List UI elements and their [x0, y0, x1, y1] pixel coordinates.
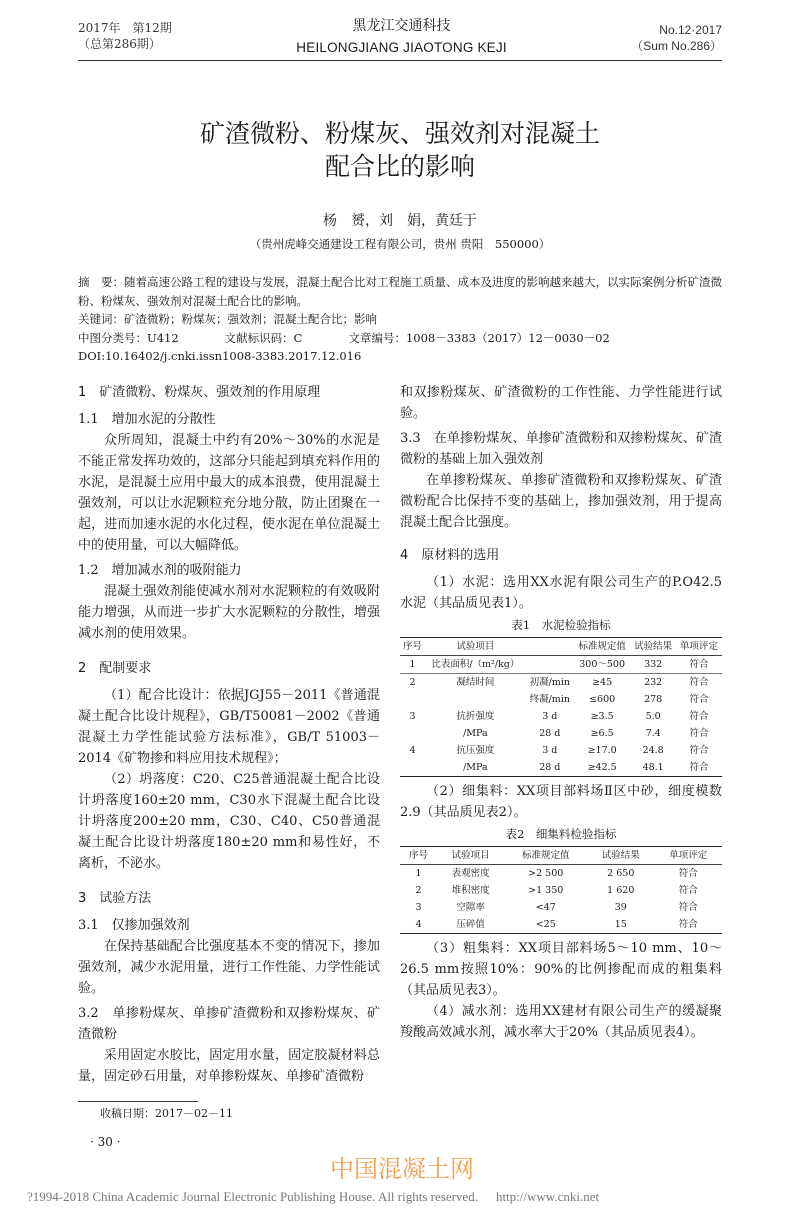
issue-number: No.12·2017 （Sum No.286） [631, 23, 722, 53]
table-cell: 符合 [689, 710, 709, 722]
paragraph: （2）坍落度：C20、C25普通混凝土配合比设计坍落度160±20 mm，C30水下混凝土配合比设计坍落度200±20 mm，C30、C40、C50普通混凝土配合比设计坍落度180±20 mm和易性好，不离析，不泌水。 [78, 771, 380, 871]
table-cell: 28 d [539, 727, 561, 739]
table-cell: /MPa [463, 761, 488, 773]
table-header-cell: 试验项目 [451, 849, 490, 861]
table-cell: 3 [409, 710, 416, 722]
right-column [400, 372, 722, 1043]
section-heading: 2 配制要求 [78, 660, 152, 676]
table-cell [400, 725, 425, 742]
table-cell: ≥42.5 [587, 761, 617, 773]
table-cell: 符合 [678, 901, 698, 913]
table-cell: ≥17.0 [587, 744, 617, 756]
authors: 杨 赟，刘 娟，黄廷于 [323, 213, 477, 229]
table-header-cell: 标准规定值 [578, 640, 626, 652]
table-cell [400, 691, 425, 708]
table-header-cell: 单项评定 [680, 640, 719, 652]
table-cell: 抗折强度 [456, 710, 495, 722]
subsection-heading: 3.3 在单掺粉煤灰、单掺矿渣微粉和双掺粉煤灰、矿渣微粉的基础上加入强效剂 [400, 430, 722, 467]
header-divider [78, 60, 722, 61]
table-cell [425, 691, 525, 708]
table-row [400, 725, 722, 742]
table-cell: 39 [614, 901, 627, 913]
abstract-block [78, 273, 722, 366]
table-row [400, 899, 722, 916]
subsection-heading: 1.1 增加水泥的分散性 [78, 411, 216, 427]
table-header-cell: 标准规定值 [521, 849, 570, 861]
table-header-cell: 序号 [408, 849, 428, 861]
table-row [400, 708, 722, 725]
table-cell: 3 d [542, 710, 558, 722]
table-cell: 初凝/min [526, 673, 574, 691]
table-cell: 1 [415, 867, 422, 879]
subsection-heading: 3.2 单掺粉煤灰、单掺矿渣微粉和双掺粉煤灰、矿渣微粉 [78, 1005, 380, 1042]
table-cell: 48.1 [642, 761, 664, 773]
table-header-row [400, 846, 722, 864]
table-cell: 278 [644, 693, 663, 705]
table-row [400, 916, 722, 934]
table-cell: 24.8 [642, 744, 664, 756]
table-cell: <25 [535, 918, 556, 930]
table-header-cell: 试验结果 [601, 849, 640, 861]
table-2-fine-aggregate [400, 846, 722, 934]
paragraph: 采用固定水胶比，固定用水量，固定胶凝材料总量，固定砂石用量，对单掺粉煤灰、单掺矿渣微粉 [78, 1047, 380, 1084]
table-cell: 符合 [676, 673, 722, 691]
table-cell: 1 620 [607, 884, 635, 896]
table-cell: 符合 [689, 744, 709, 756]
paragraph: 和双掺粉煤灰、矿渣微粉的工作性能、力学性能进行试验。 [400, 384, 722, 421]
table-cell: 3 [415, 901, 422, 913]
paragraph: （1）水泥：选用XX水泥有限公司生产的P.O42.5水泥（其品质见表1）。 [400, 574, 722, 611]
section-heading: 4 原材料的选用 [400, 547, 500, 563]
table-cell: 符合 [678, 918, 698, 930]
table-cell: 堆积密度 [451, 884, 490, 896]
table-cell: 符合 [689, 727, 709, 739]
table-cell: 比表面积/（m²/kg） [431, 658, 520, 670]
journal-name: 黑龙江交通科技 HEILONGJIANG JIAOTONG KEJI [296, 18, 507, 55]
body-columns [78, 372, 722, 1087]
table-cell: 28 d [539, 761, 561, 773]
table-row [400, 742, 722, 759]
table-header-row [400, 637, 722, 655]
paper-title: 矿渣微粉、粉煤灰、强效剂对混凝土 配合比的影响 [199, 119, 600, 181]
affiliation: （贵州虎峰交通建设工程有限公司，贵州 贵阳 550000） [249, 237, 551, 251]
footnote-divider [78, 1101, 198, 1102]
table-cell: ≥3.5 [590, 710, 614, 722]
table-cell: 凝结时间 [425, 673, 525, 691]
table-cell: /MPa [463, 727, 488, 739]
page-number: · 30 · [90, 1134, 121, 1149]
abstract-text: 摘 要：随着高速公路工程的建设与发展，混凝土配合比对工程施工质量、成本及进度的影响越来越大，以实际案例分析矿渣微粉、粉煤灰、强效剂对混凝土配合比的影响。 [78, 275, 722, 308]
paragraph: （3）粗集料：XX项目部料场5～10 mm、10～26.5 mm按照10%：90%的比例掺配而成的粗集料（其品质见表3）。 [400, 940, 722, 998]
section-heading: 1 矿渣微粉、粉煤灰、强效剂的作用原理 [78, 384, 321, 400]
table-header-cell: 试验项目 [456, 640, 495, 652]
table-cell: 空隙率 [456, 901, 485, 913]
table-cell [400, 759, 425, 777]
table-row [400, 655, 722, 673]
section-heading: 3 试验方法 [78, 890, 152, 906]
paragraph: 众所周知，混凝土中约有20%～30%的水泥是不能正常发挥功效的，这部分只能起到填充料作用的水泥，是混凝土应用中最大的成本浪费，使用混凝土强效剂，可以让水泥颗粒充分地分散，防止团聚在一起，进而加速水泥的水化过程，使水泥在单位混凝土中的使用量，可以大幅降低。 [78, 432, 380, 553]
table-cell: 332 [644, 658, 663, 670]
table-row [400, 864, 722, 882]
keywords: 关键词：矿渣微粉；粉煤灰；强效剂；混凝土配合比；影响 [78, 312, 377, 326]
table-cell: 15 [614, 918, 627, 930]
table-cell: 抗压强度 [456, 744, 495, 756]
received-date: 收稿日期：2017－02－11 [100, 1106, 233, 1120]
table-header-cell [526, 637, 574, 655]
paragraph: （2）细集料：XX项目部料场Ⅱ区中砂，细度模数2.9（其品质见表2）。 [400, 783, 722, 820]
table-cell: 3 d [542, 744, 558, 756]
table-header-cell: 试验结果 [634, 640, 673, 652]
table-cell [526, 655, 574, 673]
table-2-caption: 表2 细集料检验指标 [505, 826, 617, 841]
table-cell: ≤600 [589, 693, 616, 705]
left-column [78, 372, 380, 1087]
table-cell: ≥45 [574, 673, 630, 691]
table-cell: >1 350 [528, 884, 564, 896]
table-cell: 终凝/min [529, 693, 570, 705]
table-cell: >2 500 [528, 867, 564, 879]
table-header-cell: 序号 [403, 640, 423, 652]
paragraph: 在保持基础配合比强度基本不变的情况下，掺加强效剂，减少水泥用量，进行工作性能、力学性能试验。 [78, 938, 380, 996]
cnki-link[interactable]: http://www.cnki.net [495, 1188, 600, 1204]
table-cell: 符合 [678, 884, 698, 896]
table-cell: 7.4 [645, 727, 661, 739]
page-footer [27, 1101, 722, 1206]
table-row [400, 673, 722, 691]
watermark: 中国混凝土网 [330, 1154, 474, 1183]
copyright-line: ?1994-2018 China Academic Journal Electronic Publishing House. All rights reserved. http://www.cnki.net [27, 1188, 600, 1204]
subsection-heading: 1.2 增加减水剂的吸附能力 [78, 562, 242, 578]
table-row [400, 759, 722, 777]
table-row [400, 691, 722, 708]
paragraph: （1）配合比设计：依据JGJ55－2011《普通混凝土配合比设计规程》，GB/T50081－2002《普通混凝土力学性能试验方法标准》，GB/T 51003－2014《矿物掺和料应用技术规程》； [78, 687, 380, 766]
table-cell: 2 [415, 884, 422, 896]
table-cell: 表观密度 [451, 867, 490, 879]
paragraph: （4）减水剂：选用XX建材有限公司生产的缓凝聚羧酸高效减水剂，减水率大于20%（其品质见表4）。 [400, 1003, 722, 1040]
issue-info: 2017年 第12期 （总第286期） [78, 21, 172, 51]
table-cell: 符合 [678, 867, 698, 879]
table-cell: 符合 [689, 761, 709, 773]
table-cell: 4 [409, 744, 416, 756]
subsection-heading: 3.1 仅掺加强效剂 [78, 917, 190, 933]
table-cell: 232 [630, 673, 676, 691]
table-cell: 符合 [689, 658, 709, 670]
table-1-cement [400, 637, 722, 777]
running-header [78, 16, 722, 57]
table-cell: ≥6.5 [590, 727, 614, 739]
article-number: 文章编号：1008－3383（2017）12－0030－02 [348, 330, 610, 345]
table-cell: 4 [415, 918, 422, 930]
classification-row [78, 329, 722, 348]
table-cell: <47 [535, 901, 556, 913]
paragraph: 混凝土强效剂能使减水剂对水泥颗粒的有效吸附能力增强，从而进一步扩大水泥颗粒的分散性，增强减水剂的使用效果。 [78, 583, 380, 641]
table-row [400, 882, 722, 899]
clc-number: 中图分类号：U412 [78, 330, 179, 345]
table-cell: 1 [409, 658, 416, 670]
table-cell: 5.0 [645, 710, 661, 722]
table-cell: 2 [400, 673, 425, 691]
table-cell: 压碎值 [456, 918, 485, 930]
table-cell: 2 650 [607, 867, 635, 879]
document-code: 文献标识码：C [224, 330, 303, 345]
table-cell: 300～500 [579, 658, 625, 670]
table-header-cell: 单项评定 [669, 849, 708, 861]
doi[interactable]: DOI:10.16402/j.cnki.issn1008-3383.2017.12.016 [78, 349, 362, 363]
paragraph: 在单掺粉煤灰、单掺矿渣微粉和双掺粉煤灰、矿渣微粉配合比保持不变的基础上，掺加强效剂，用于提高混凝土配合比强度。 [400, 472, 722, 530]
table-1-caption: 表1 水泥检验指标 [511, 617, 611, 632]
table-cell: 符合 [689, 693, 709, 705]
